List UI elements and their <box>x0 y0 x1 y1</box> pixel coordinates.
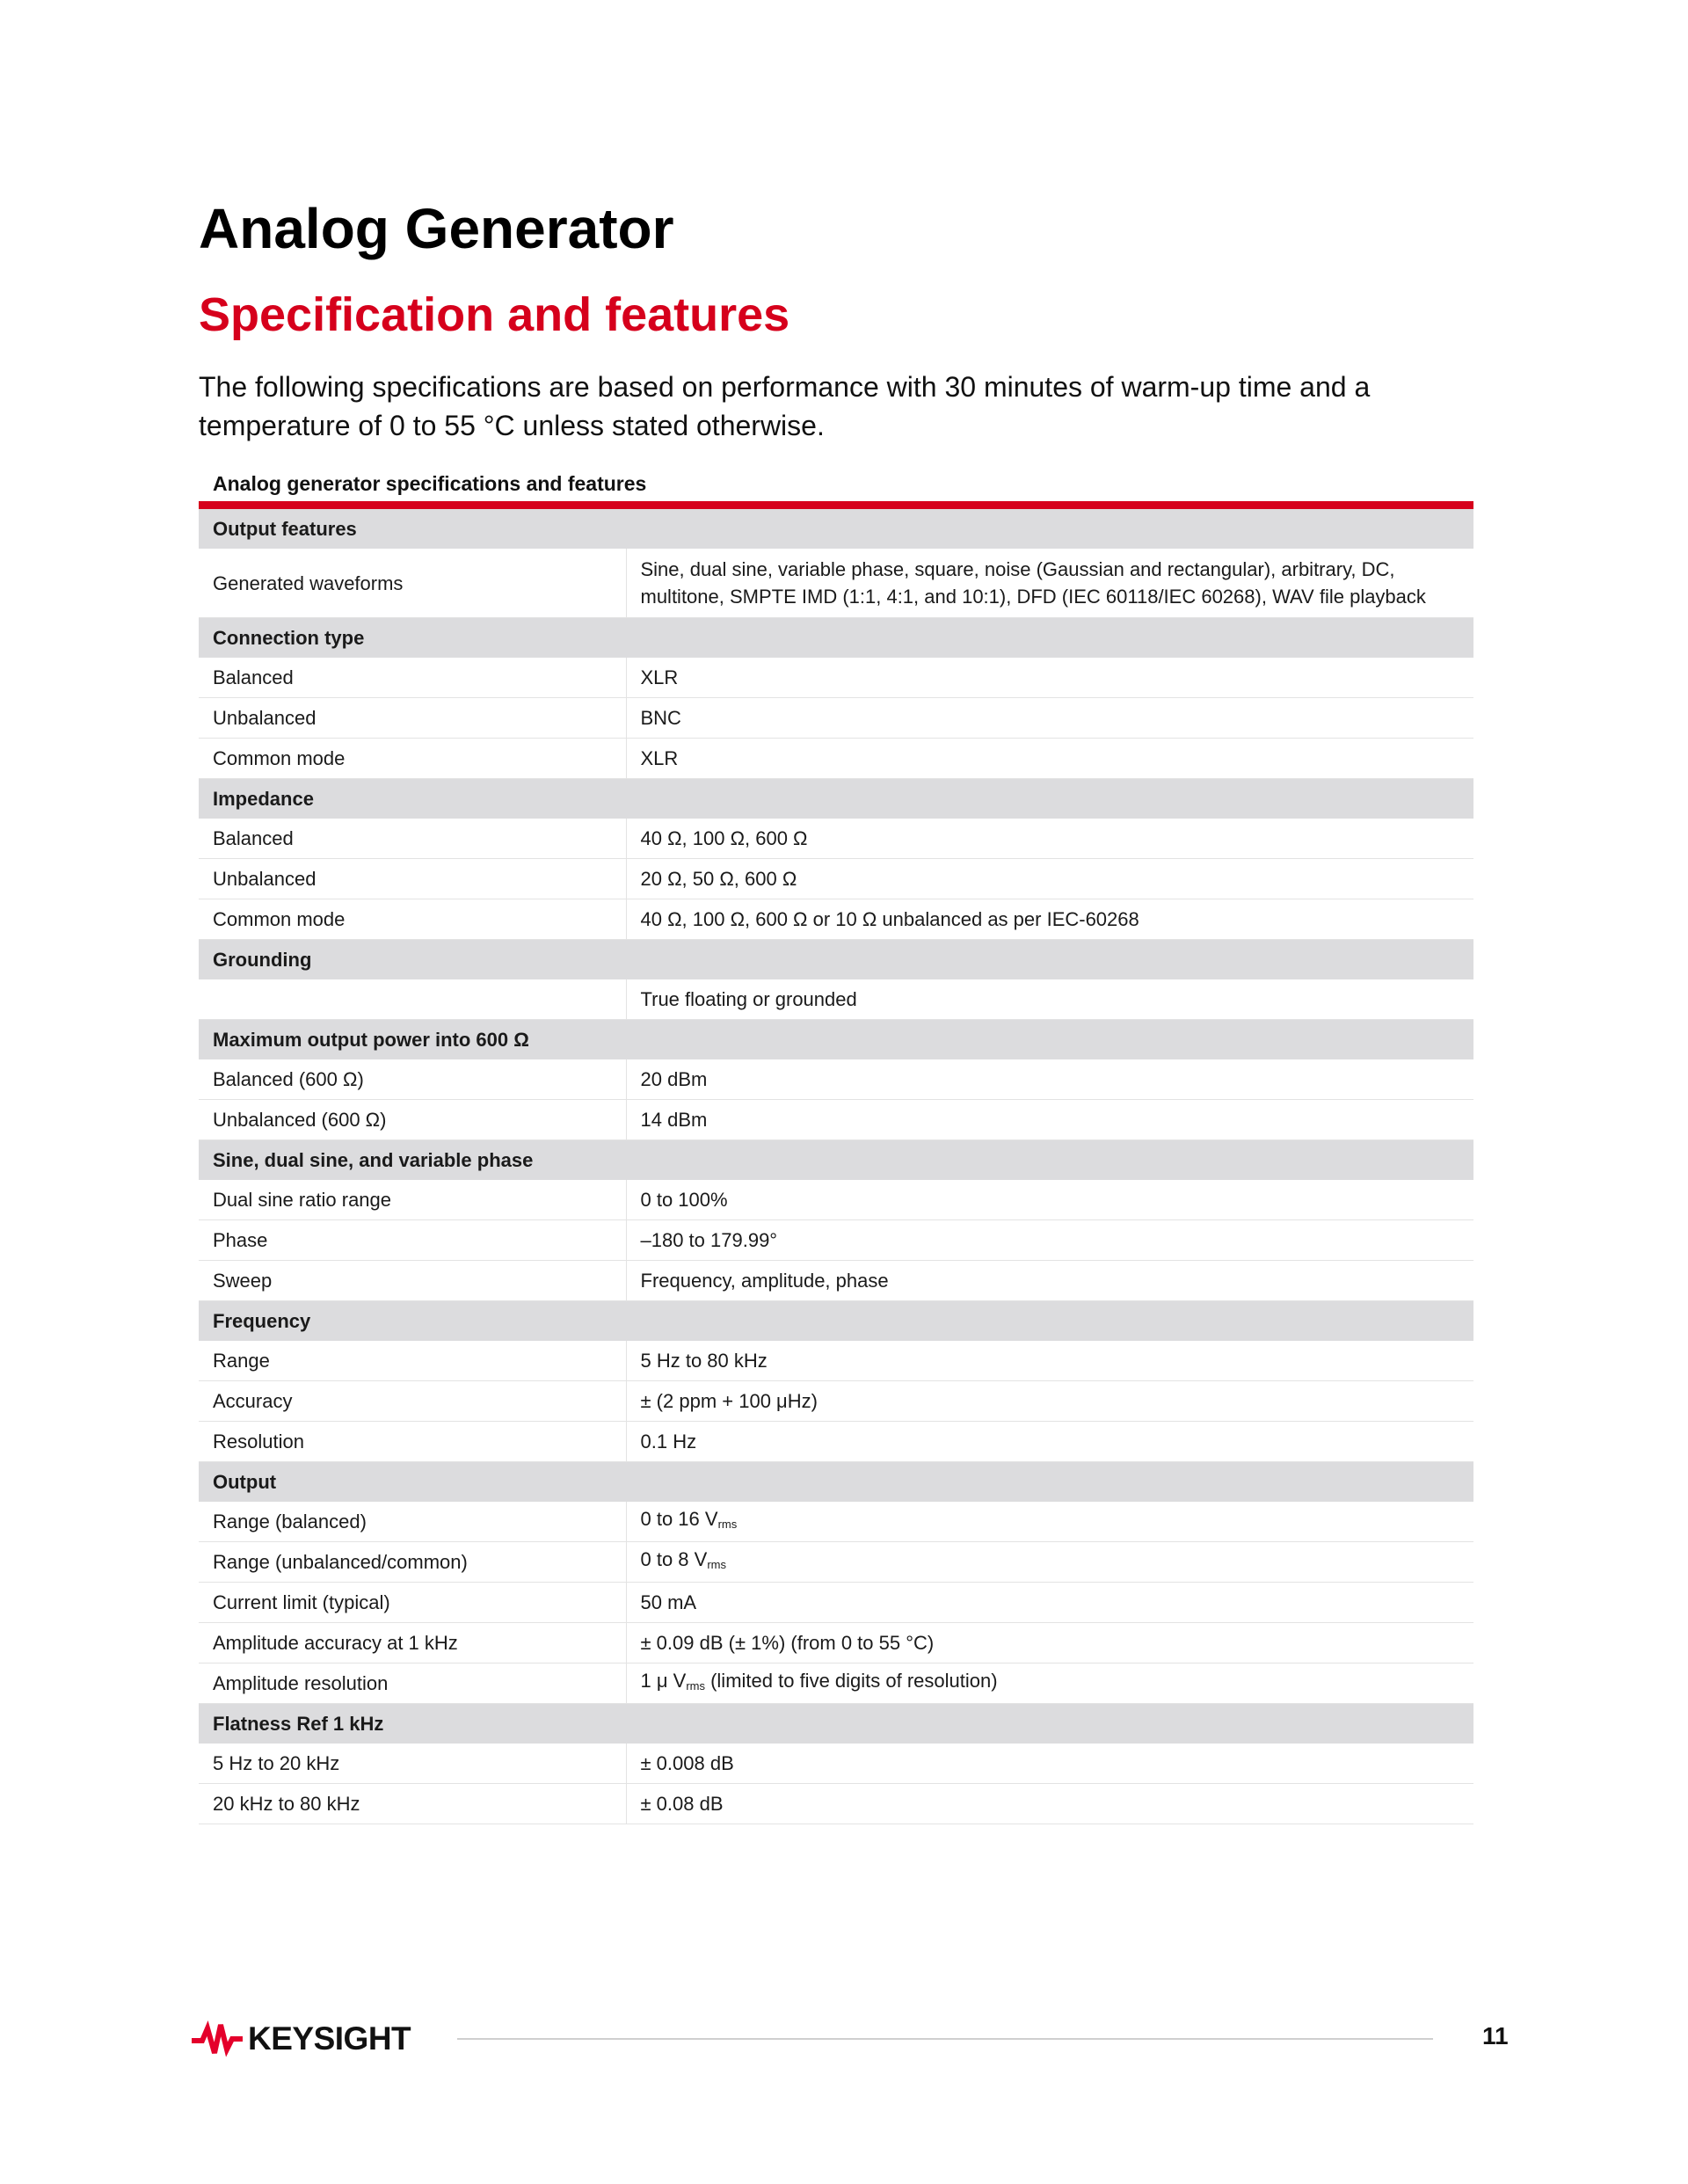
spec-value: 0 to 100% <box>626 1180 1473 1220</box>
table-row <box>199 1784 1473 1824</box>
spec-table-body <box>199 509 1473 1824</box>
spec-label: Accuracy <box>199 1381 626 1422</box>
section-header-row <box>199 509 1473 549</box>
section-header: Flatness Ref 1 kHz <box>199 1704 1473 1744</box>
spec-value: Sine, dual sine, variable phase, square, noise (Gaussian and rectangular), arbitrary, DC, multitone, SMPTE IMD (1:1, 4:1, and 10:1), DFD (IEC 60118/IEC 60268), WAV file playback <box>626 549 1473 618</box>
spec-label <box>199 979 626 1020</box>
table-row <box>199 549 1473 618</box>
section-header: Output features <box>199 509 1473 549</box>
spec-value: Frequency, amplitude, phase <box>626 1261 1473 1301</box>
spec-label: Current limit (typical) <box>199 1583 626 1623</box>
section-header-row <box>199 1462 1473 1503</box>
spec-value: ± 0.008 dB <box>626 1744 1473 1784</box>
rms-subscript: rms <box>686 1679 705 1693</box>
spec-label: Phase <box>199 1220 626 1261</box>
section-header-row <box>199 1301 1473 1342</box>
table-row <box>199 1381 1473 1422</box>
section-header-row <box>199 1140 1473 1181</box>
spec-value: 5 Hz to 80 kHz <box>626 1341 1473 1381</box>
spec-label: Dual sine ratio range <box>199 1180 626 1220</box>
table-row <box>199 1583 1473 1623</box>
section-header: Connection type <box>199 618 1473 659</box>
section-header: Frequency <box>199 1301 1473 1342</box>
section-header: Output <box>199 1462 1473 1503</box>
section-header-row <box>199 940 1473 980</box>
spec-value <box>626 1502 1473 1542</box>
spec-value: 20 Ω, 50 Ω, 600 Ω <box>626 859 1473 899</box>
spec-label: 5 Hz to 20 kHz <box>199 1744 626 1784</box>
table-row <box>199 1542 1473 1583</box>
spec-value: True floating or grounded <box>626 979 1473 1020</box>
table-row <box>199 899 1473 940</box>
section-header-row <box>199 1704 1473 1744</box>
spec-value: 20 dBm <box>626 1059 1473 1100</box>
section-header: Sine, dual sine, and variable phase <box>199 1140 1473 1181</box>
spec-table-container <box>199 468 1473 1824</box>
spec-value-suffix: (limited to five digits of resolution) <box>704 1670 998 1692</box>
spec-label: Amplitude accuracy at 1 kHz <box>199 1623 626 1663</box>
rms-subscript: rms <box>717 1518 738 1531</box>
keysight-logo <box>192 2018 411 2060</box>
spec-label: Range <box>199 1341 626 1381</box>
spec-value: ± 0.09 dB (± 1%) (from 0 to 55 °C) <box>626 1623 1473 1663</box>
spec-label: Range (unbalanced/common) <box>199 1542 626 1583</box>
spec-value: 14 dBm <box>626 1100 1473 1140</box>
table-row <box>199 658 1473 698</box>
spec-label: Unbalanced (600 Ω) <box>199 1100 626 1140</box>
table-row <box>199 1663 1473 1704</box>
page-number: 11 <box>1482 2022 1509 2049</box>
spec-value: 0.1 Hz <box>626 1422 1473 1462</box>
spec-label: Common mode <box>199 899 626 940</box>
table-caption: Analog generator specifications and features <box>213 472 647 495</box>
table-row <box>199 739 1473 779</box>
spec-value-text: 0 to 8 V <box>640 1548 708 1570</box>
spec-table <box>199 509 1473 1824</box>
spec-label: 20 kHz to 80 kHz <box>199 1784 626 1824</box>
spec-value: ± (2 ppm + 100 μHz) <box>626 1381 1473 1422</box>
spec-label: Balanced <box>199 658 626 698</box>
caption-rule <box>199 501 1473 509</box>
spec-value: 50 mA <box>626 1583 1473 1623</box>
table-row <box>199 1502 1473 1542</box>
spec-value: XLR <box>626 739 1473 779</box>
intro-paragraph: The following specifications are based on performance with 30 minutes of warm-up time and a temperature of 0 to 55 °C unless stated otherwise. <box>199 371 1371 441</box>
spec-label: Range (balanced) <box>199 1502 626 1542</box>
spec-label: Common mode <box>199 739 626 779</box>
spec-label: Balanced (600 Ω) <box>199 1059 626 1100</box>
spec-value <box>626 1542 1473 1583</box>
section-header: Maximum output power into 600 Ω <box>199 1020 1473 1060</box>
spec-label: Amplitude resolution <box>199 1663 626 1704</box>
spec-value: –180 to 179.99° <box>626 1220 1473 1261</box>
spec-label: Unbalanced <box>199 698 626 739</box>
spec-label: Resolution <box>199 1422 626 1462</box>
table-row <box>199 1261 1473 1301</box>
section-header: Grounding <box>199 940 1473 980</box>
section-header-row <box>199 1020 1473 1060</box>
table-row <box>199 979 1473 1020</box>
spec-value <box>626 1663 1473 1704</box>
footer-divider <box>457 2038 1433 2040</box>
table-row <box>199 1100 1473 1140</box>
brand-name: KEYSIGHT <box>248 2020 411 2057</box>
spec-value-text: 0 to 16 V <box>640 1508 718 1530</box>
table-row <box>199 1220 1473 1261</box>
table-row <box>199 1744 1473 1784</box>
table-row <box>199 1422 1473 1462</box>
section-title: Specification and features <box>199 288 790 341</box>
spec-label: Generated waveforms <box>199 549 626 618</box>
spec-label: Unbalanced <box>199 859 626 899</box>
section-header-row <box>199 779 1473 819</box>
table-row <box>199 819 1473 859</box>
page-title: Analog Generator <box>199 197 674 260</box>
table-row <box>199 1180 1473 1220</box>
rms-subscript: rms <box>707 1558 727 1571</box>
section-header: Impedance <box>199 779 1473 819</box>
table-row <box>199 859 1473 899</box>
table-row <box>199 1341 1473 1381</box>
table-row <box>199 698 1473 739</box>
table-row <box>199 1623 1473 1663</box>
spec-value: 40 Ω, 100 Ω, 600 Ω or 10 Ω unbalanced as per IEC-60268 <box>626 899 1473 940</box>
keysight-wave-icon <box>192 2020 243 2058</box>
spec-value-text: 1 μ V <box>640 1670 687 1692</box>
table-row <box>199 1059 1473 1100</box>
section-header-row <box>199 618 1473 659</box>
spec-value: BNC <box>626 698 1473 739</box>
spec-label: Balanced <box>199 819 626 859</box>
spec-value: XLR <box>626 658 1473 698</box>
spec-label: Sweep <box>199 1261 626 1301</box>
spec-value: ± 0.08 dB <box>626 1784 1473 1824</box>
spec-value: 40 Ω, 100 Ω, 600 Ω <box>626 819 1473 859</box>
